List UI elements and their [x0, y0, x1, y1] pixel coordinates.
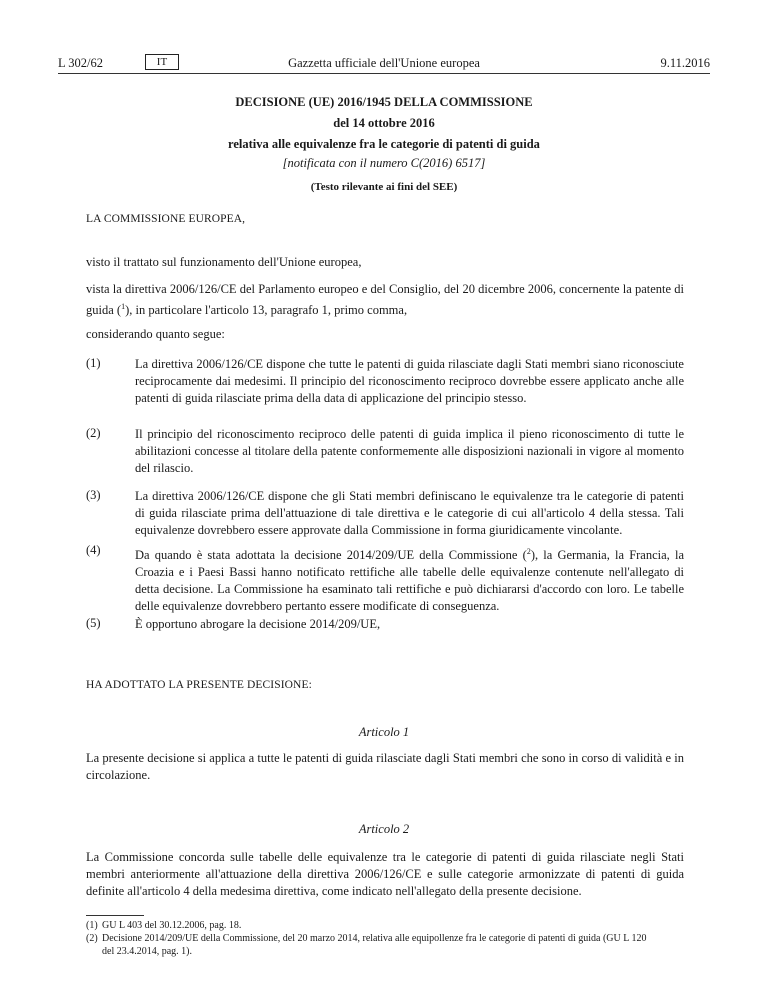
footnote-1: (1) GU L 403 del 30.12.2006, pag. 18.	[86, 920, 242, 931]
publication-date: 9.11.2016	[660, 56, 710, 70]
commission-heading: LA COMMISSIONE EUROPEA,	[86, 213, 246, 225]
decision-title: DECISIONE (UE) 2016/1945 DELLA COMMISSIONE	[235, 95, 533, 109]
recital-text: Il principio del riconoscimento reciproco delle patenti di guida implica il pieno riconoscimento di tutte le abilitazioni concesse al titolare della patente conformemente alle disposizioni nazionali in vigore al momento del rilascio.	[135, 427, 684, 475]
recital-number: (5)	[86, 616, 101, 630]
footnote-2: (2) Decisione 2014/209/UE della Commissione, del 20 marzo 2014, relativa alle equipollenze fra le categorie di patenti di guida (GU L 120 del 23.4.2014, pag. 1).	[86, 933, 647, 957]
footnote-divider	[86, 915, 144, 916]
decision-date: del 14 ottobre 2016	[333, 116, 435, 130]
footnote-ref-1: 1	[121, 302, 126, 311]
header-divider	[58, 73, 710, 74]
notification-number: [notificata con il numero C(2016) 6517]	[282, 156, 486, 170]
eea-relevance: (Testo rilevante ai fini del SEE)	[310, 181, 458, 193]
article-2-title: Articolo 2	[358, 822, 410, 836]
decision-subject: relativa alle equivalenze fra le categorie di patenti di guida	[228, 137, 540, 151]
article-1-text: La presente decisione si applica a tutte le patenti di guida rilasciate dagli Stati membri che sono in corso di validità e in circolazione.	[86, 751, 684, 782]
recital-number: (2)	[86, 426, 101, 440]
journal-reference: L 302/62	[58, 56, 104, 70]
recital-number: (3)	[86, 488, 101, 502]
directive-citation: vista la direttiva 2006/126/CE del Parlamento europeo e del Consiglio, del 20 dicembre 2006, concernente la patente di guida ($^1$), in particolare l'articolo 13, paragrafo 1, primo comma,	[86, 282, 684, 318]
recital-text: La direttiva 2006/126/CE dispone che tutte le patenti di guida rilasciate dagli Stati membri siano riconosciute reciprocamente dai medesimi. Il principio del riconoscimento reciproco dovrebbe essere applicato anche alle patenti di guida rilasciate prima della data di applicazione del principio stesso.	[135, 357, 684, 405]
considering-intro: considerando quanto segue:	[86, 327, 225, 341]
recital-text: La direttiva 2006/126/CE dispone che gli Stati membri definiscano le equivalenze tra le categorie di patenti di guida rilasciate prima dell'attuazione di tale direttiva e le categorie di cui all'articolo 4 della stessa. Tali equivalenze dovrebbero essere approvate dalla Commissione in forma giuridicamente vincolante.	[135, 489, 684, 537]
adoption-formula: HA ADOTTATO LA PRESENTE DECISIONE:	[86, 679, 312, 691]
recital-text: Da quando è stata adottata la decisione 2014/209/UE della Commissione ($^2$), la Germania, la Francia, la Croazia e i Paesi Bassi hanno notificato rettifiche alle tabelle delle equivalenze contenute nell'allegato di detta decisione. La Commissione ha esaminato tali rettifiche e può dichiararsi d'accordo con loro. Le tabelle delle equivalenze dovrebbero pertanto essere modificate di conseguenza.	[135, 547, 684, 614]
article-1-title: Articolo 1	[358, 725, 410, 739]
recital-number: (1)	[86, 356, 101, 370]
recital-text: È opportuno abrogare la decisione 2014/209/UE,	[135, 617, 381, 631]
language-code-box: IT	[145, 54, 179, 70]
recital-number: (4)	[86, 543, 101, 557]
footnote-ref-2: 2	[526, 547, 531, 556]
journal-title: Gazzetta ufficiale dell'Unione europea	[288, 56, 480, 70]
article-2-text: La Commissione concorda sulle tabelle delle equivalenze tra le categorie di patenti di guida rilasciate negli Stati membri anteriormente all'attuazione della direttiva 2006/126/CE e sulle categorie armonizzate di patenti di guida definite all'articolo 4 della medesima direttiva, come indicato nell'allegato della presente decisione.	[86, 850, 684, 898]
treaty-citation: visto il trattato sul funzionamento dell'Unione europea,	[86, 255, 362, 269]
